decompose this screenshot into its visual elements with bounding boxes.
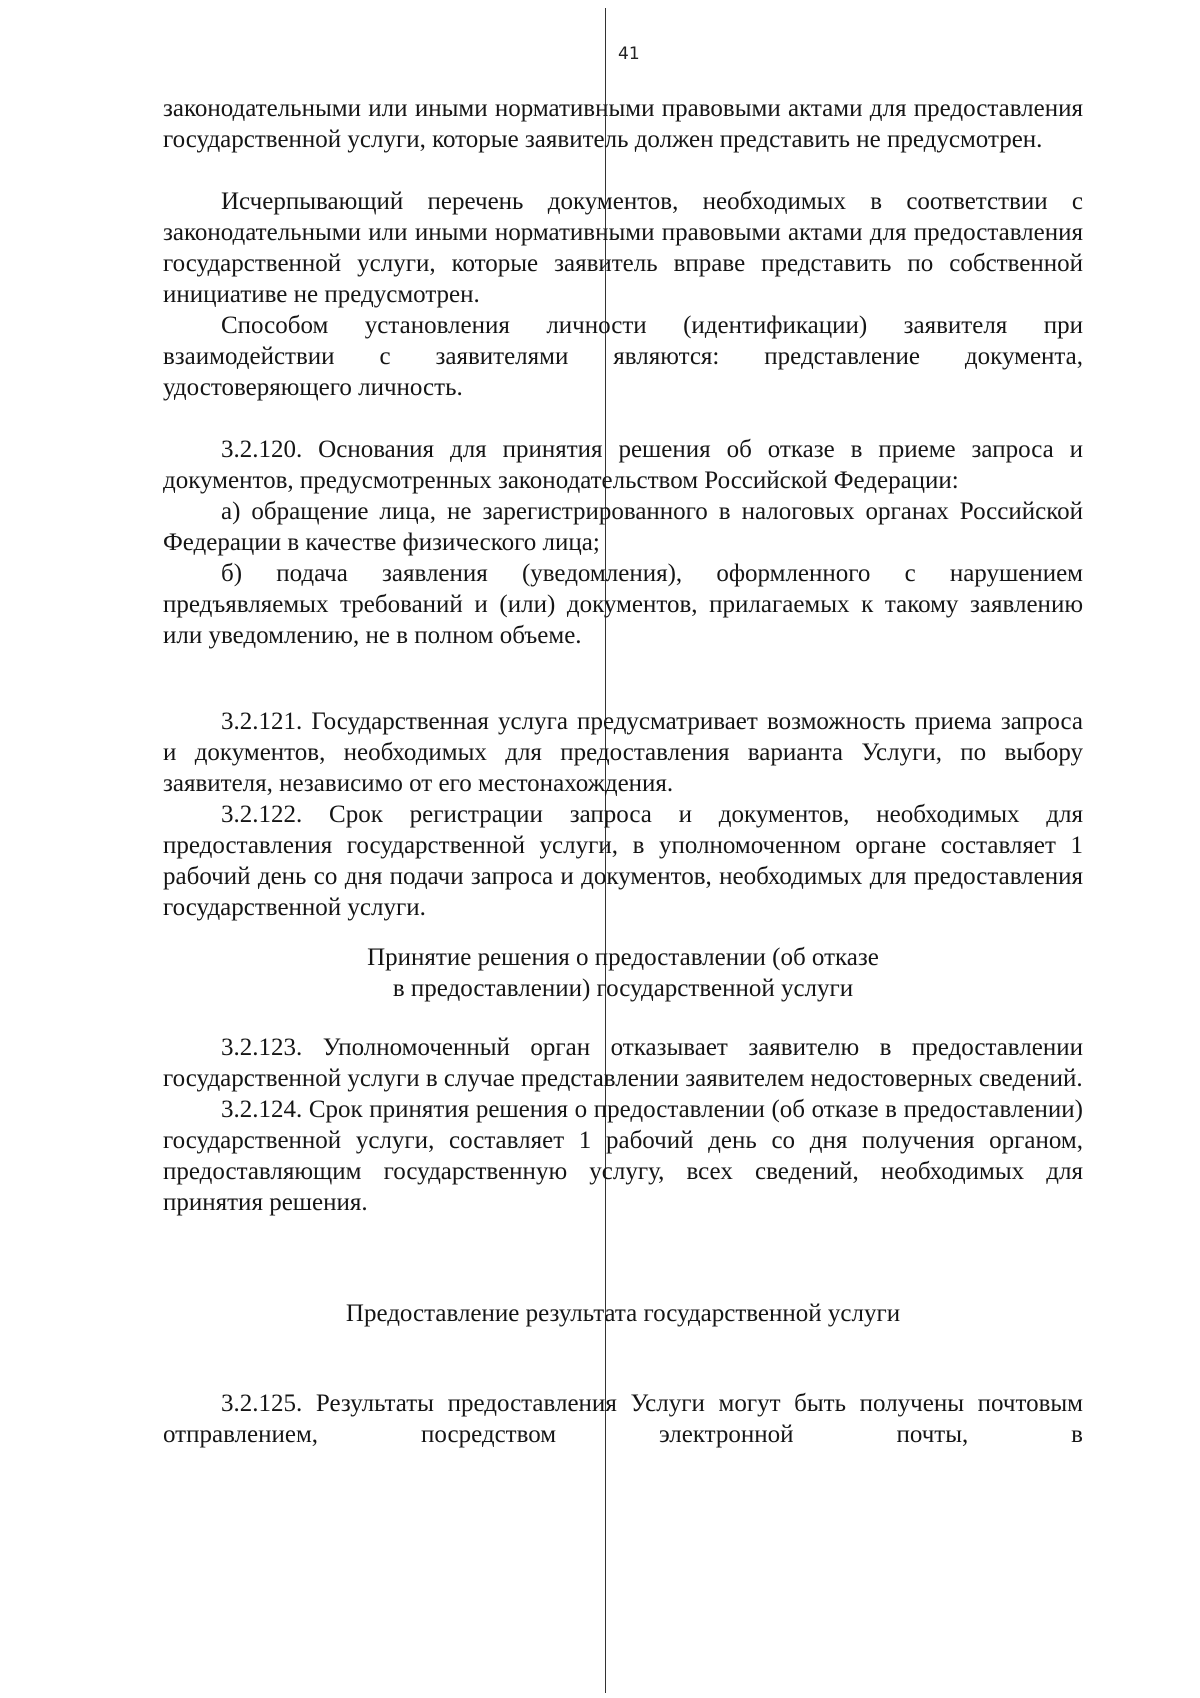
paragraph: 3.2.124. Срок принятия решения о предоставлении (об отказе в предоставлении) государственной услуги, составляет 1 рабочий день со дня получения органом, предоставляющим государственную услугу, всех сведений, необходимых для принятия решения. — [163, 1096, 1083, 1216]
section-3-2-121-122 — [163, 706, 1083, 923]
section-heading-decision — [163, 942, 1083, 1004]
paragraph: 3.2.122. Срок регистрации запроса и документов, необходимых для предоставления государственной услуги, в уполномоченном органе составляет 1 рабочий день со дня подачи запроса и документов, необходимых для предоставления государственной услуги. — [163, 801, 1083, 921]
heading-line: Предоставление результата государственной услуги — [345, 1300, 901, 1327]
documents-list-paragraph — [163, 186, 1083, 310]
heading-line: Принятие решения о предоставлении (об отказе — [367, 944, 879, 971]
paragraph: 3.2.125. Результаты предоставления Услуги могут быть получены почтовым отправлением, посредством электронной почты, в — [163, 1390, 1083, 1448]
paragraph: 3.2.123. Уполномоченный орган отказывает заявителю в предоставлении государственной услуги в случае представлении заявителем недостоверных сведений. — [163, 1034, 1083, 1092]
list-item-b: б) подача заявления (уведомления), оформленного с нарушением предъявляемых требований и (или) документов, прилагаемых к такому заявлению или уведомлению, не в полном объеме. — [163, 560, 1083, 649]
list-item-a: а) обращение лица, не зарегистрированного в налоговых органах Российской Федерации в качестве физического лица; — [163, 498, 1083, 556]
heading-line: в предоставлении) государственной услуги — [392, 975, 854, 1002]
identification-paragraph — [163, 310, 1083, 403]
section-3-2-123-124 — [163, 1032, 1083, 1218]
continuation-paragraph — [163, 93, 1083, 155]
page-number: 41 — [618, 44, 640, 64]
paragraph: 3.2.120. Основания для принятия решения об отказе в приеме запроса и документов, предусмотренных законодательством Российской Федерации: — [163, 436, 1083, 494]
section-heading-result — [163, 1298, 1083, 1329]
paragraph: Способом установления личности (идентификации) заявителя при взаимодействии с заявителями являются: представление документа, удостоверяющего личность. — [163, 312, 1083, 401]
section-3-2-120 — [163, 434, 1083, 651]
section-3-2-125 — [163, 1388, 1083, 1450]
paragraph: 3.2.121. Государственная услуга предусматривает возможность приема запроса и документов, необходимых для предоставления варианта Услуги, по выбору заявителя, независимо от его местонахождения. — [163, 708, 1083, 797]
paragraph: законодательными или иными нормативными правовыми актами для предоставления государственной услуги, которые заявитель должен представить не предусмотрен. — [163, 95, 1083, 153]
paragraph: Исчерпывающий перечень документов, необходимых в соответствии с законодательными или иными нормативными правовыми актами для предоставления государственной услуги, которые заявитель вправе представить по собственной инициативе не предусмотрен. — [163, 188, 1083, 308]
